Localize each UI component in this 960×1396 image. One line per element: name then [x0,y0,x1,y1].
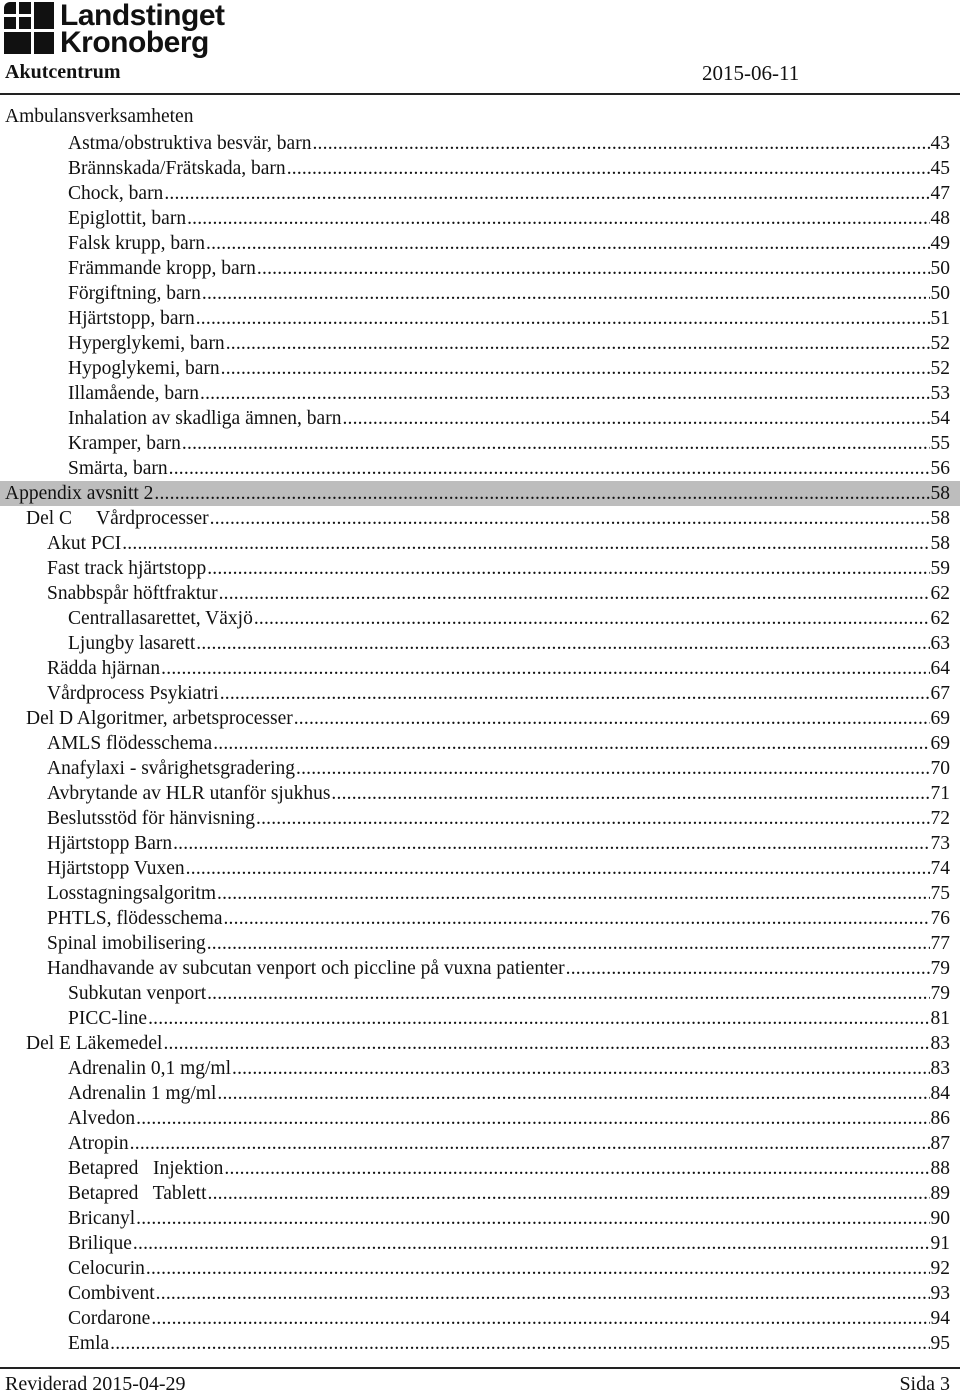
toc-entry[interactable] [0,1056,960,1081]
toc-entry[interactable] [0,1006,960,1031]
toc-entry[interactable] [0,831,960,856]
toc-leader-dots [187,206,929,231]
toc-leader-dots [213,731,929,756]
toc-entry[interactable] [0,681,960,706]
toc-leader-dots [122,531,929,556]
toc-entry-label: Spinal imobilisering [47,933,206,954]
toc-entry-page: 69 [930,708,950,729]
toc-leader-dots [287,156,930,181]
toc-entry-page: 89 [930,1183,950,1204]
toc-entry[interactable] [0,206,960,231]
toc-entry[interactable] [0,906,960,931]
toc-entry-page: 83 [930,1033,950,1054]
toc-entry[interactable] [0,1206,960,1231]
toc-entry[interactable] [0,431,960,456]
toc-entry-page: 71 [930,783,950,804]
toc-entry-label: Celocurin [68,1258,145,1279]
toc-entry-page: 67 [930,683,950,704]
toc-leader-dots [257,256,930,281]
toc-entry-page: 95 [930,1333,950,1354]
toc-entry[interactable] [0,131,960,156]
toc-leader-dots [220,681,930,706]
toc-entry-page: 45 [930,158,950,179]
toc-leader-dots [186,856,930,881]
toc-entry-page: 59 [930,558,950,579]
toc-entry[interactable] [0,856,960,881]
toc-entry-page: 64 [930,658,950,679]
toc-leader-dots [110,1331,929,1356]
toc-entry[interactable] [0,631,960,656]
toc-leader-dots [331,781,929,806]
toc-entry-page: 88 [930,1158,950,1179]
toc-entry-label: Brilique [68,1233,132,1254]
toc-entry-label: PHTLS, flödesschema [47,908,223,929]
toc-leader-dots [207,981,929,1006]
toc-entry-page: 75 [930,883,950,904]
toc-entry-label: Hjärtstopp Vuxen [47,858,185,879]
toc-entry[interactable] [0,306,960,331]
toc-entry[interactable] [0,806,960,831]
toc-leader-dots [223,906,929,931]
department-name: Akutcentrum [5,61,121,83]
toc-entry-page: 77 [930,933,950,954]
toc-entry-label: Hyperglykemi, barn [68,333,225,354]
toc-entry-page: 53 [930,383,950,404]
toc-entry-label: Förgiftning, barn [68,283,201,304]
toc-leader-dots [173,831,929,856]
toc-leader-dots [294,706,930,731]
toc-entry[interactable] [0,1131,960,1156]
toc-entry-page: 84 [930,1083,950,1104]
toc-entry[interactable] [0,1281,960,1306]
toc-entry[interactable] [0,406,960,431]
toc-entry[interactable] [0,1231,960,1256]
toc-entry[interactable] [0,956,960,981]
toc-entry-label: Subkutan venport [68,983,207,1004]
revision-date: Reviderad 2015-04-29 [5,1373,186,1395]
toc-entry-page: 63 [930,633,950,654]
toc-entry-page: 87 [930,1133,950,1154]
toc-leader-dots [156,1281,930,1306]
toc-entry[interactable] [0,331,960,356]
toc-entry-page: 94 [930,1308,950,1329]
toc-entry[interactable] [0,706,960,731]
toc-entry[interactable] [0,1181,960,1206]
toc-leader-dots [163,1031,929,1056]
toc-entry-label: Fast track hjärtstopp [47,558,207,579]
toc-entry-label: Del E Läkemedel [26,1033,163,1054]
toc-entry-label: Bricanyl [68,1208,136,1229]
toc-leader-dots [221,356,930,381]
toc-entry-page: 79 [930,958,950,979]
toc-entry[interactable] [0,606,960,631]
toc-entry-label: Alvedon [68,1108,136,1129]
toc-entry[interactable] [0,181,960,206]
toc-leader-dots [200,381,929,406]
toc-entry-page: 70 [930,758,950,779]
toc-entry[interactable] [0,581,960,606]
table-of-contents [0,131,960,1356]
toc-entry-label: Kramper, barn [68,433,181,454]
toc-entry-label: Hjärtstopp Barn [47,833,173,854]
toc-entry-label: Betapred Injektion [68,1158,224,1179]
toc-entry[interactable] [0,556,960,581]
toc-entry-label: Illamående, barn [68,383,200,404]
toc-leader-dots [146,1256,930,1281]
toc-entry[interactable] [0,231,960,256]
toc-entry-label: AMLS flödesschema [47,733,213,754]
logo [4,2,225,58]
toc-entry-label: Avbrytande av HLR utanför sjukhus [47,783,331,804]
toc-entry[interactable] [0,1331,960,1356]
toc-entry[interactable] [0,1256,960,1281]
toc-entry-label: Astma/obstruktiva besvär, barn [68,133,312,154]
toc-leader-dots [342,406,929,431]
toc-entry-label: Hjärtstopp, barn [68,308,195,329]
toc-entry-label: Losstagningsalgoritm [47,883,216,904]
page-number: Sida 3 [899,1373,950,1395]
toc-leader-dots [164,181,929,206]
toc-leader-dots [202,281,930,306]
toc-entry-page: 86 [930,1108,950,1129]
toc-entry[interactable] [0,1031,960,1056]
logo-mark-icon [4,2,56,58]
toc-entry-page: 58 [930,508,950,529]
toc-entry-label: Vårdprocess Psykiatri [47,683,219,704]
toc-entry[interactable] [0,256,960,281]
logo-line-1: Landstinget [60,0,225,32]
toc-entry[interactable] [0,731,960,756]
toc-leader-dots [219,581,930,606]
toc-entry-label: Handhavande av subcutan venport och piccline på vuxna patienter [47,958,565,979]
toc-leader-dots [207,556,929,581]
toc-entry-label: Beslutsstöd för hänvisning [47,808,255,829]
toc-leader-dots [566,956,930,981]
footer-divider [0,1367,960,1369]
toc-entry-label: Främmande kropp, barn [68,258,256,279]
toc-leader-dots [154,481,929,506]
toc-entry-label: Betapred Tablett [68,1183,207,1204]
toc-leader-dots [136,1106,929,1131]
toc-entry-page: 79 [930,983,950,1004]
toc-entry[interactable] [0,1306,960,1331]
toc-leader-dots [210,506,930,531]
toc-leader-dots [182,431,930,456]
toc-entry-label: Akut PCI [47,533,122,554]
toc-entry-page: 58 [930,483,950,504]
toc-entry-label: Cordarone [68,1308,151,1329]
toc-entry-label: Brännskada/Frätskada, barn [68,158,286,179]
toc-leader-dots [312,131,929,156]
toc-entry[interactable] [0,356,960,381]
toc-entry-label: Snabbspår höftfraktur [47,583,218,604]
toc-entry[interactable] [0,456,960,481]
toc-entry-label: Emla [68,1333,110,1354]
toc-entry-page: 92 [930,1258,950,1279]
toc-entry-page: 76 [930,908,950,929]
toc-entry[interactable] [0,1081,960,1106]
toc-entry[interactable] [0,531,960,556]
toc-entry-page: 81 [930,1008,950,1029]
toc-leader-dots [196,306,930,331]
toc-entry[interactable] [0,881,960,906]
toc-entry-label: Adrenalin 0,1 mg/ml [68,1058,232,1079]
toc-entry-page: 74 [930,858,950,879]
document-date: 2015-06-11 [702,61,800,85]
toc-entry[interactable] [0,1156,960,1181]
toc-entry-page: 73 [930,833,950,854]
toc-entry[interactable] [0,481,960,506]
toc-leader-dots [254,606,930,631]
toc-entry-label: PICC-line [68,1008,148,1029]
toc-entry[interactable] [0,981,960,1006]
toc-entry-page: 90 [930,1208,950,1229]
toc-entry[interactable] [0,381,960,406]
toc-entry-label: Combivent [68,1283,155,1304]
toc-entry-label: Anafylaxi - svårighetsgradering [47,758,295,779]
toc-entry[interactable] [0,656,960,681]
toc-entry-page: 43 [930,133,950,154]
toc-entry-label: Del C Vårdprocesser [26,508,209,529]
toc-leader-dots [148,1006,929,1031]
toc-entry-label: Rädda hjärnan [47,658,161,679]
logo-line-2: Kronoberg [60,26,209,59]
toc-entry-page: 62 [930,608,950,629]
toc-leader-dots [208,1181,930,1206]
toc-entry-label: Epiglottit, barn [68,208,187,229]
toc-leader-dots [207,931,930,956]
toc-entry[interactable] [0,506,960,531]
toc-leader-dots [232,1056,929,1081]
header-divider [0,93,960,95]
toc-entry-label: Adrenalin 1 mg/ml [68,1083,217,1104]
toc-entry[interactable] [0,756,960,781]
toc-entry[interactable] [0,931,960,956]
toc-leader-dots [169,456,930,481]
toc-entry-page: 83 [930,1058,950,1079]
toc-entry[interactable] [0,156,960,181]
toc-leader-dots [151,1306,929,1331]
toc-entry-page: 93 [930,1283,950,1304]
toc-entry-label: Del D Algoritmer, arbetsprocesser [26,708,293,729]
toc-entry-label: Smärta, barn [68,458,168,479]
toc-entry-page: 62 [930,583,950,604]
toc-entry-page: 69 [930,733,950,754]
toc-entry-page: 47 [930,183,950,204]
toc-entry-page: 72 [930,808,950,829]
toc-leader-dots [196,631,929,656]
toc-entry-page: 52 [930,358,950,379]
toc-entry-label: Appendix avsnitt 2 [5,483,154,504]
toc-leader-dots [161,656,929,681]
toc-leader-dots [133,1231,930,1256]
toc-entry[interactable] [0,281,960,306]
toc-entry-page: 51 [930,308,950,329]
toc-entry-page: 52 [930,333,950,354]
toc-leader-dots [217,1081,929,1106]
toc-leader-dots [206,231,929,256]
toc-entry-label: Atropin [68,1133,129,1154]
toc-entry[interactable] [0,1106,960,1131]
toc-entry-page: 50 [930,258,950,279]
toc-entry-label: Centrallasarettet, Växjö [68,608,253,629]
toc-entry-page: 49 [930,233,950,254]
logo-text [60,0,225,59]
toc-leader-dots [224,1156,929,1181]
toc-leader-dots [130,1131,930,1156]
toc-entry-page: 56 [930,458,950,479]
toc-entry-page: 91 [930,1233,950,1254]
section-title: Ambulansverksamheten [5,106,194,127]
toc-entry-label: Inhalation av skadliga ämnen, barn [68,408,342,429]
toc-entry-page: 50 [930,283,950,304]
toc-entry[interactable] [0,781,960,806]
toc-leader-dots [256,806,930,831]
toc-leader-dots [217,881,930,906]
toc-entry-page: 54 [930,408,950,429]
toc-entry-label: Falsk krupp, barn [68,233,206,254]
toc-leader-dots [296,756,930,781]
toc-entry-page: 55 [930,433,950,454]
toc-entry-label: Chock, barn [68,183,164,204]
toc-leader-dots [226,331,930,356]
toc-entry-page: 48 [930,208,950,229]
toc-entry-label: Hypoglykemi, barn [68,358,220,379]
toc-entry-label: Ljungby lasarett [68,633,196,654]
toc-entry-page: 58 [930,533,950,554]
toc-leader-dots [136,1206,929,1231]
